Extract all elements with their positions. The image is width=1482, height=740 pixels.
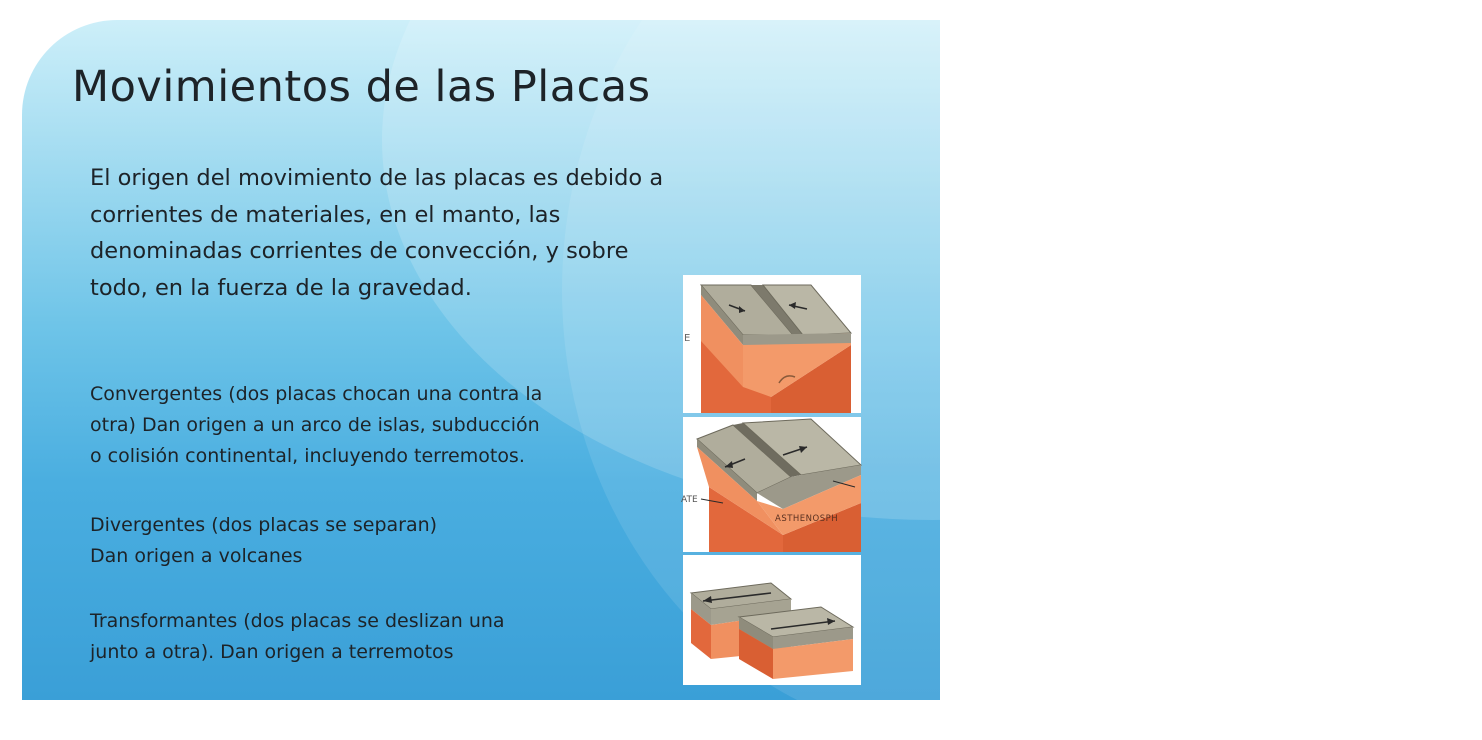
- transform-paragraph: [90, 606, 665, 668]
- convergent-boundary-figure: [683, 275, 861, 413]
- transform-boundary-figure: [683, 555, 861, 685]
- transform-line-1: Transformantes (dos placas se deslizan una: [90, 610, 505, 632]
- divergent-line-1: Divergentes (dos placas se separan): [90, 514, 438, 536]
- transform-line-2: junto a otra). Dan origen a terremotos: [90, 641, 454, 663]
- convergent-line-1: Convergentes (dos placas chocan una contra la: [90, 383, 543, 405]
- intro-paragraph: El origen del movimiento de las placas es debido a corrientes de materiales, en el manto, las denominadas corrientes de convección, y sobre todo, en la fuerza de la gravedad.: [90, 165, 664, 301]
- convergent-edge-label: E: [684, 333, 691, 344]
- convergent-paragraph: [90, 379, 665, 472]
- divergent-paragraph: [90, 510, 665, 572]
- convergent-line-2: otra) Dan origen a un arco de islas, subducción: [90, 414, 540, 436]
- background-swoosh: [562, 0, 1362, 740]
- asthenosphere-label: ASTHENOSPH: [775, 514, 839, 524]
- divergent-edge-label: ATE: [681, 495, 698, 505]
- convergent-line-3: o colisión continental, incluyendo terremotos.: [90, 445, 525, 467]
- divergent-line-2: Dan origen a volcanes: [90, 545, 303, 567]
- slide-title: Movimientos de las Placas: [72, 62, 651, 112]
- divergent-boundary-figure: [683, 417, 861, 552]
